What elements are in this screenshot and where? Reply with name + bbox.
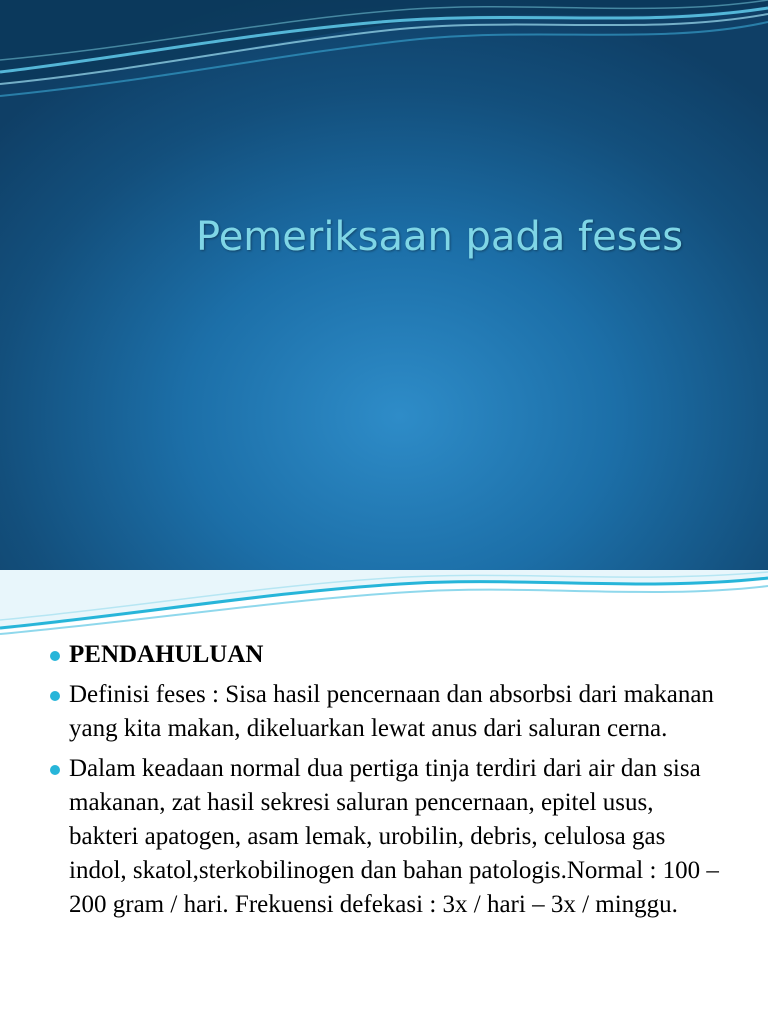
bullet-item bbox=[0, 678, 768, 746]
content-slide-body bbox=[0, 638, 768, 928]
bullet-dot-icon bbox=[50, 651, 60, 661]
bullet-text: Dalam keadaan normal dua pertiga tinja terdiri dari air dan sisa makanan, zat hasil sekresi saluran pencernaan, epitel usus, bakteri apatogen, asam lemak, urobilin, debris, celulosa gas indol, skatol,sterkobilinogen dan bahan patologis.Normal : 100 – 200 gram / hari. Frekuensi defekasi : 3x / hari – 3x / minggu. bbox=[69, 755, 719, 918]
bullet-item bbox=[0, 638, 768, 672]
bullet-dot-icon bbox=[50, 765, 60, 775]
slide-title: Pemeriksaan pada feses bbox=[196, 214, 684, 260]
bullet-item bbox=[0, 752, 768, 922]
content-slide-wave-decoration bbox=[0, 570, 768, 640]
bullet-dot-icon bbox=[50, 691, 60, 701]
bullet-text: Definisi feses : Sisa hasil pencernaan dan absorbsi dari makanan yang kita makan, dikeluarkan lewat anus dari saluran cerna. bbox=[69, 681, 714, 742]
bullet-text: PENDAHULUAN bbox=[69, 641, 264, 668]
top-wave-decoration bbox=[0, 0, 768, 130]
